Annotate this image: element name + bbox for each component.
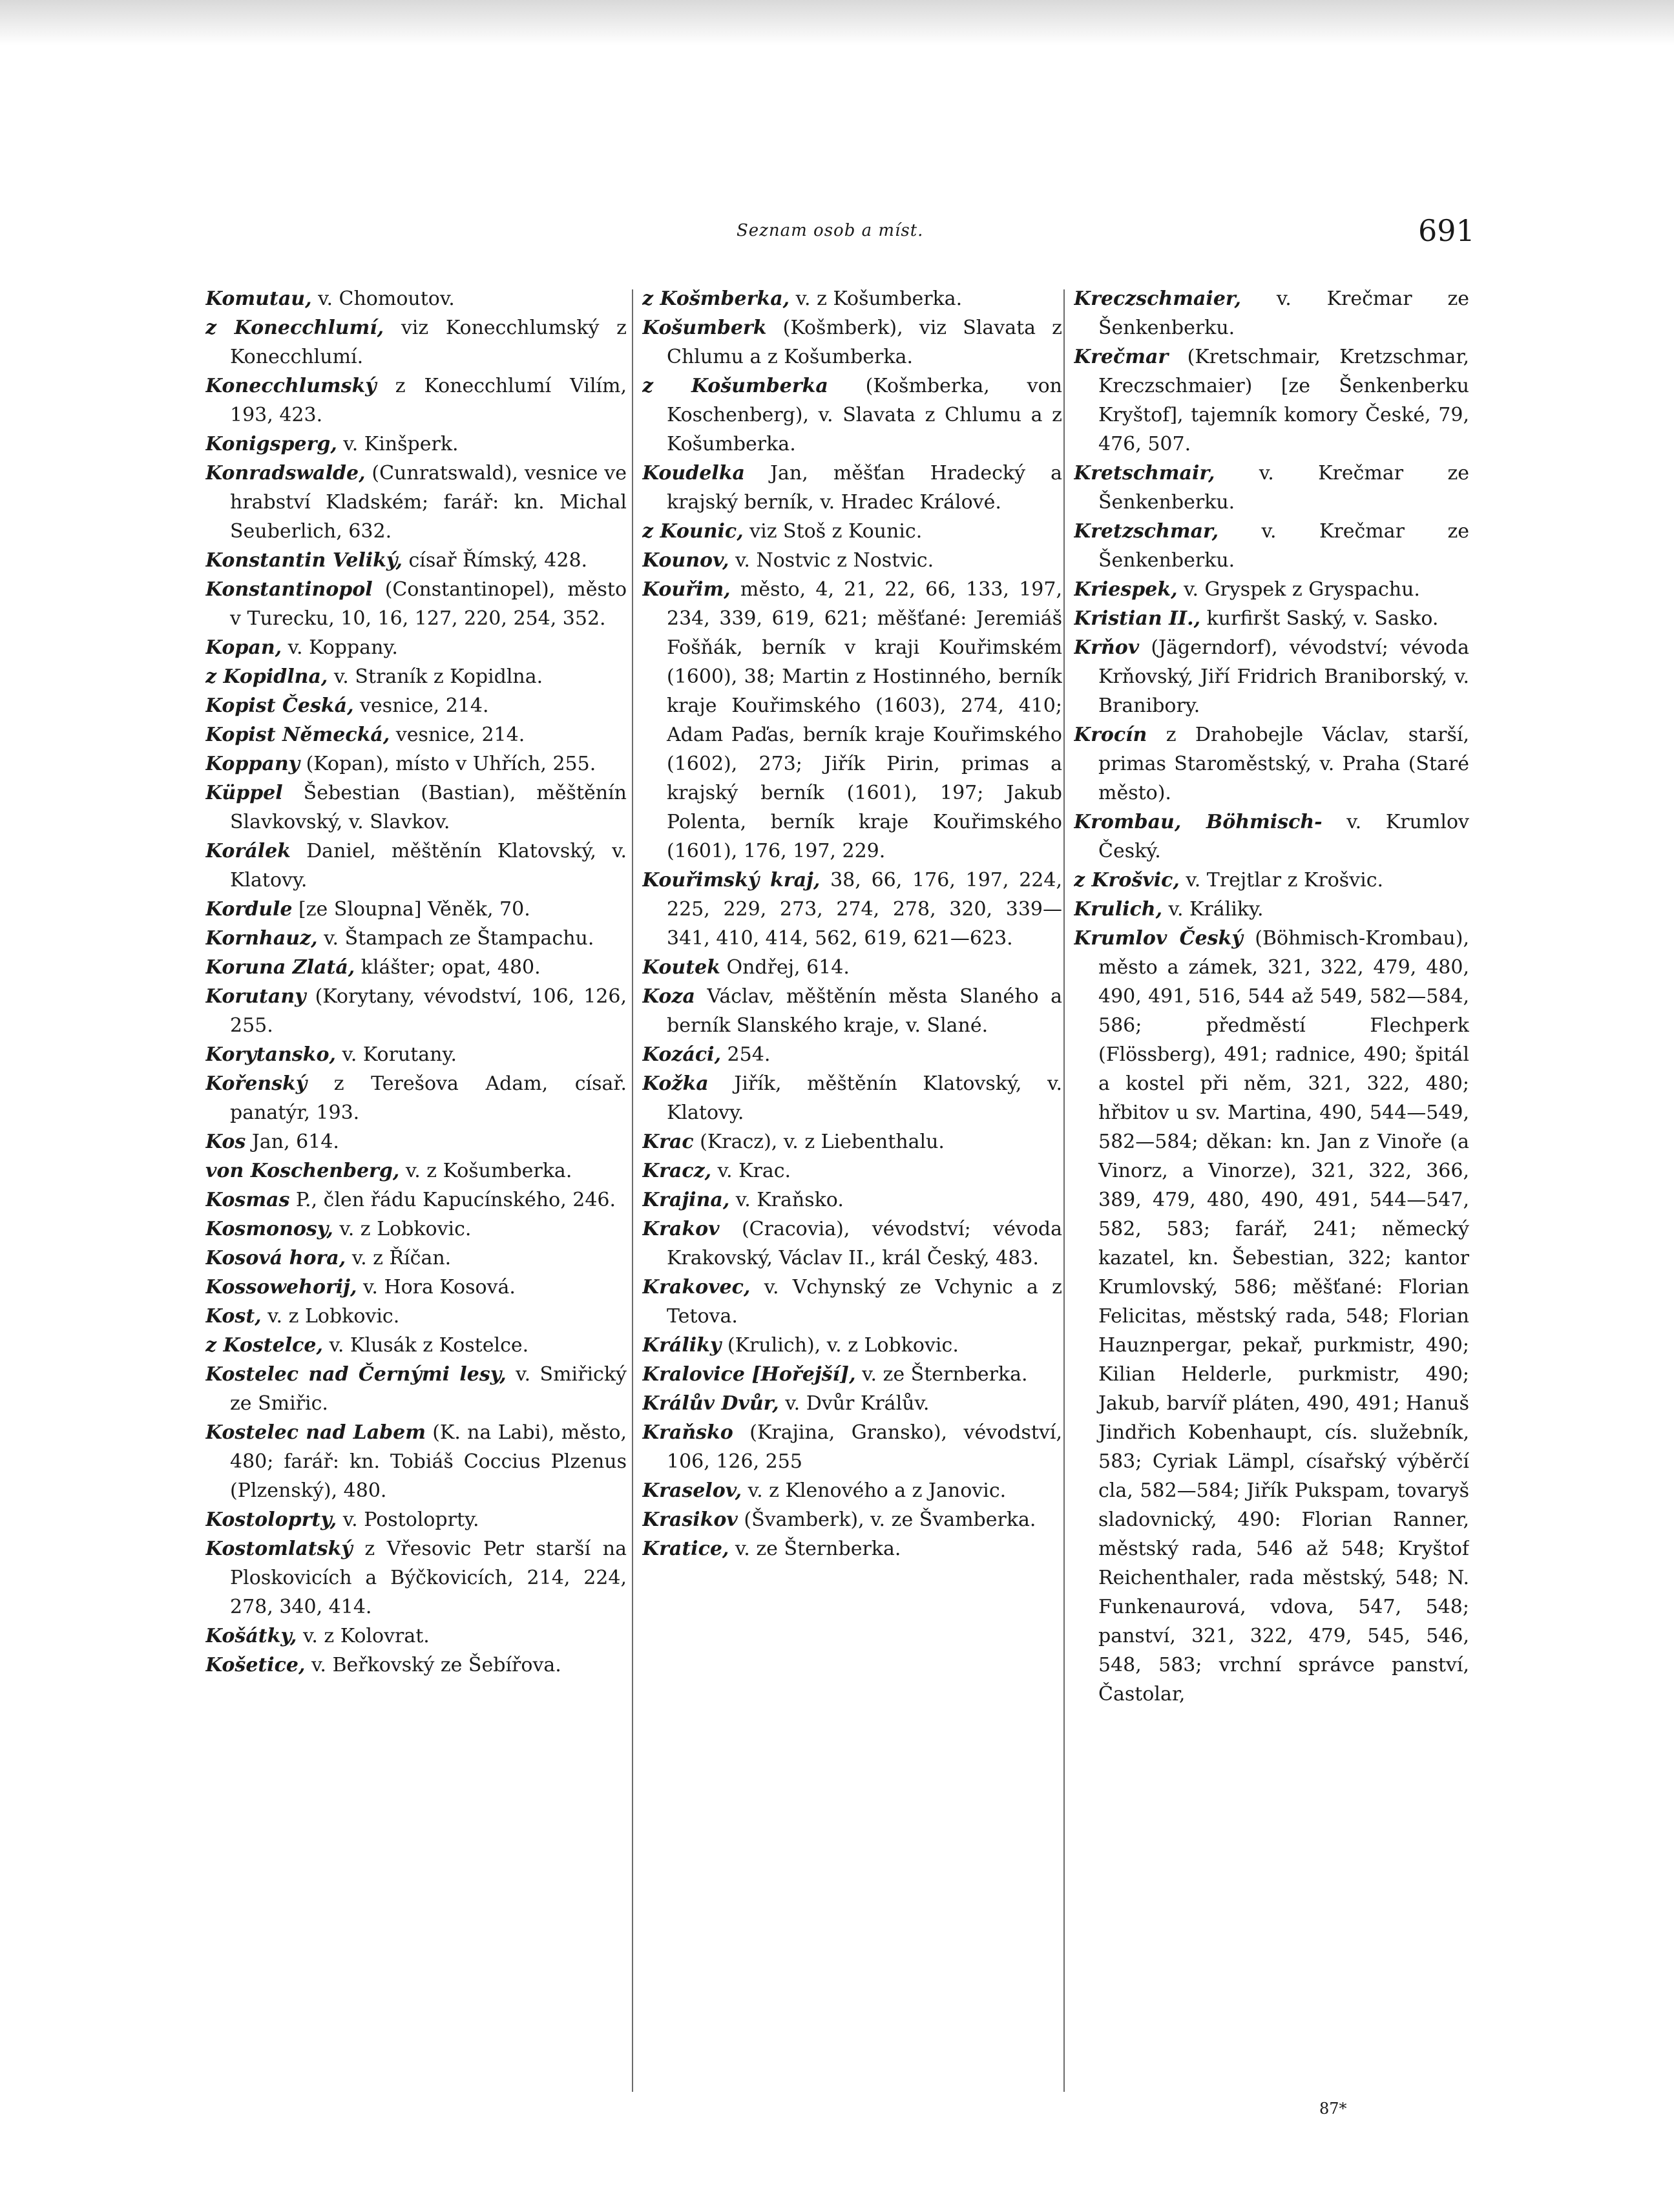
entry-text: vesnice, 214.	[390, 724, 525, 746]
entry-headword: Kopist Německá,	[205, 724, 390, 746]
index-entry	[1074, 517, 1469, 575]
entry-headword: Kralovice [Hořejší],	[642, 1363, 856, 1386]
entry-headword: Komutau,	[205, 287, 312, 310]
entry-headword: Kozáci,	[642, 1043, 722, 1066]
entry-headword: Kost,	[205, 1305, 262, 1328]
entry-headword: Koruna Zlatá,	[205, 956, 355, 979]
entry-text: z Drahobejle Václav, starší, primas Staroměstský, v. Praha (Staré město).	[1098, 724, 1469, 804]
entry-text: viz Stoš z Kounic.	[743, 520, 923, 543]
index-entry	[205, 1505, 627, 1534]
index-entry	[205, 1302, 627, 1331]
entry-text: Jiřík, měštěnín Klatovský, v. Klatovy.	[667, 1072, 1062, 1124]
entry-text: z Konecchlumí Vilím, 193, 423.	[230, 375, 627, 426]
entry-headword: Košetice,	[205, 1654, 306, 1676]
entry-text: (Constantinopel), město v Turecku, 10, 16, 127, 220, 254, 352.	[230, 578, 627, 630]
entry-headword: Korutany	[205, 985, 306, 1008]
entry-headword: Korálek	[205, 840, 291, 862]
entry-headword: Kostomlatský	[205, 1538, 353, 1560]
entry-headword: Kreczschmaier,	[1074, 287, 1241, 310]
index-entry	[642, 1389, 1062, 1418]
index-entry	[205, 1069, 627, 1127]
index-entry	[205, 575, 627, 633]
entry-headword: Košátky,	[205, 1625, 297, 1647]
entry-headword: Kouřim,	[642, 578, 731, 601]
entry-text: (Kretschmair, Kretzschmar, Kreczschmaier) [ze Šenkenberku Kryštof], tajemník komory České, 79, 476, 507.	[1098, 346, 1469, 455]
entry-headword: Koppany	[205, 753, 300, 775]
entry-text: v. Klusák z Kostelce.	[322, 1334, 529, 1357]
entry-headword: Košumberk	[642, 317, 767, 339]
entry-headword: Krombau, Böhmisch-	[1074, 811, 1323, 833]
entry-text: (Krajina, Gransko), vévodství, 106, 126, 255	[667, 1421, 1062, 1473]
entry-headword: Koudelka	[642, 462, 745, 485]
entry-headword: Krumlov Český	[1074, 927, 1243, 950]
entry-headword: Korytansko,	[205, 1043, 336, 1066]
entry-headword: Kosmonosy,	[205, 1218, 333, 1240]
index-entry	[1074, 633, 1469, 720]
entry-headword: z Kounic,	[642, 520, 744, 543]
entry-text: (Švamberk), v. ze Švamberka.	[737, 1508, 1036, 1531]
entry-text: kurfiršt Saský, v. Sasko.	[1200, 607, 1439, 630]
entry-headword: Kornhauz,	[205, 927, 318, 950]
entry-text: v. z Lobkovic.	[261, 1305, 400, 1328]
index-entry	[1074, 575, 1469, 604]
entry-text: 254.	[721, 1043, 771, 1066]
entry-headword: Konigsperg,	[205, 433, 337, 455]
entry-text: z Vřesovic Petr starší na Ploskovicích a Býčkovicích, 214, 224, 278, 340, 414.	[230, 1538, 627, 1618]
entry-text: (Košmberk), viz Slavata z Chlumu a z Košumberka.	[667, 317, 1062, 368]
index-entry	[205, 662, 627, 691]
entry-text: v. Vchynský ze Vchynic a z Tetova.	[667, 1276, 1062, 1328]
entry-text: v. Štampach ze Štampachu.	[317, 927, 594, 950]
index-entry	[642, 575, 1062, 866]
index-entry	[642, 1505, 1062, 1534]
index-entry	[1074, 604, 1469, 633]
entry-headword: Krocín	[1074, 724, 1147, 746]
index-entry	[642, 313, 1062, 371]
entry-headword: Kořenský	[205, 1072, 308, 1095]
entry-text: (K. na Labi), město, 480; farář: kn. Tobiáš Coccius Plzenus (Plzenský), 480.	[230, 1421, 627, 1502]
index-entry	[642, 1360, 1062, 1389]
entry-headword: Konstantinopol	[205, 578, 373, 601]
index-entry	[642, 1069, 1062, 1127]
entry-text: v. Chomoutov.	[311, 287, 455, 310]
entry-headword: Koza	[642, 985, 695, 1008]
entry-text: (Košmberka, von Koschenberg), v. Slavata z Chlumu a z Košumberka.	[667, 375, 1062, 455]
index-entry	[642, 1185, 1062, 1215]
entry-text: v. Krečmar ze Šenkenberku.	[1098, 287, 1469, 339]
entry-text: (Korytany, vévodství, 106, 126, 255.	[230, 985, 627, 1037]
entry-text: v. Kinšperk.	[337, 433, 459, 455]
entry-headword: z Konecchlumí,	[205, 317, 384, 339]
entry-headword: von Koschenberg,	[205, 1160, 400, 1182]
page-number: 691	[1418, 213, 1475, 248]
entry-headword: Kos	[205, 1131, 246, 1153]
entry-text: v. Beřkovský ze Šebířova.	[305, 1654, 561, 1676]
entry-text: město, 4, 21, 22, 66, 133, 197, 234, 339, 619, 621; měšťané: Jeremiáš Fošňák, berník v kraji Kouřimském (1600), 38; Martin z Hostinného, berník kraje Kouřimského (1603), 274, 410; Adam Paďas, berník kraje Kouřimského (1602), 273; Jiřík Pirin, primas a krajský berník (1601), 197; Jakub Polenta, berník kraje Kouřimského (1601), 176, 197, 229.	[667, 578, 1062, 862]
entry-text: Daniel, měštěnín Klatovský, v. Klatovy.	[230, 840, 627, 892]
entry-text: v. Gryspek z Gryspachu.	[1177, 578, 1420, 601]
index-entry	[205, 633, 627, 662]
entry-headword: Kostelec nad Labem	[205, 1421, 426, 1444]
entry-text: v. z Říčan.	[346, 1247, 452, 1269]
index-entry	[642, 1534, 1062, 1563]
index-entry	[642, 1040, 1062, 1069]
entry-headword: Kossowehorij,	[205, 1276, 357, 1299]
index-entry	[642, 371, 1062, 459]
index-entry	[1074, 866, 1469, 895]
entry-text: (Kopan), místo v Uhřích, 255.	[300, 753, 596, 775]
entry-text: v. z Košumberka.	[399, 1160, 572, 1182]
entry-headword: Krasikov	[642, 1508, 738, 1531]
entry-headword: Kordule	[205, 898, 293, 921]
entry-headword: Kosová hora,	[205, 1247, 346, 1269]
index-entry	[1074, 342, 1469, 459]
index-entry	[205, 1360, 627, 1418]
entry-text: P., člen řádu Kapucínského, 246.	[289, 1189, 616, 1211]
entry-headword: Kretzschmar,	[1074, 520, 1219, 543]
entry-headword: Krečmar	[1074, 346, 1169, 368]
entry-headword: Kraňsko	[642, 1421, 733, 1444]
index-entry	[205, 1273, 627, 1302]
entry-headword: Kraselov,	[642, 1479, 742, 1502]
index-entry	[642, 517, 1062, 546]
entry-headword: Králův Dvůr,	[642, 1392, 779, 1415]
index-entry	[642, 1273, 1062, 1331]
index-entry	[1074, 720, 1469, 808]
index-entry	[1074, 284, 1469, 342]
entry-headword: Krajina,	[642, 1189, 730, 1211]
entry-text: klášter; opat, 480.	[355, 956, 541, 979]
index-entry	[642, 866, 1062, 953]
index-entry	[205, 924, 627, 953]
index-entry	[205, 1244, 627, 1273]
entry-text: (Cracovia), vévodství; vévoda Krakovský, Václav II., král Český, 483.	[667, 1218, 1062, 1269]
entry-headword: Konradswalde,	[205, 462, 366, 485]
index-entry	[1074, 924, 1469, 1709]
entry-headword: Konstantin Veliký,	[205, 549, 403, 572]
index-entry	[642, 1156, 1062, 1185]
index-entry	[205, 1156, 627, 1185]
entry-headword: Koutek	[642, 956, 720, 979]
index-entry	[642, 1215, 1062, 1273]
index-entry	[205, 430, 627, 459]
index-entry	[205, 546, 627, 575]
entry-text: v. Kraňsko.	[729, 1189, 844, 1211]
running-head: Seznam osob a míst.	[737, 221, 924, 240]
entry-text: v. z Košumberka.	[790, 287, 963, 310]
index-entry	[205, 749, 627, 778]
entry-headword: z Košumberka	[642, 375, 828, 397]
index-entry	[205, 1651, 627, 1680]
entry-text: v. Straník z Kopidlna.	[328, 665, 543, 688]
index-entry	[205, 371, 627, 430]
entry-headword: Kostoloprty,	[205, 1508, 337, 1531]
entry-text: Jan, měšťan Hradecký a krajský berník, v. Hradec Králové.	[667, 462, 1062, 514]
entry-text: [ze Sloupna] Věněk, 70.	[292, 898, 530, 921]
index-entry	[642, 284, 1062, 313]
entry-text: v. Postoloprty.	[337, 1508, 479, 1531]
entry-text: v. Dvůr Králův.	[779, 1392, 930, 1415]
entry-text: viz Konecchlumský z Konecchlumí.	[230, 317, 627, 368]
entry-text: císař Římský, 428.	[402, 549, 588, 572]
index-column-3	[1074, 284, 1469, 2119]
entry-text: v. ze Šternberka.	[729, 1538, 901, 1560]
entry-headword: Kopist Česká,	[205, 694, 354, 717]
entry-text: v. Krečmar ze Šenkenberku.	[1098, 462, 1469, 514]
index-entry	[205, 778, 627, 837]
index-entry	[205, 720, 627, 749]
entry-headword: Kretschmair,	[1074, 462, 1215, 485]
index-entry	[205, 1331, 627, 1360]
entry-headword: Kožka	[642, 1072, 709, 1095]
index-entry	[205, 837, 627, 895]
index-entry	[205, 313, 627, 371]
index-entry	[205, 982, 627, 1040]
index-entry	[205, 895, 627, 924]
index-entry	[642, 1476, 1062, 1505]
index-entry	[205, 1534, 627, 1622]
entry-headword: Kosmas	[205, 1189, 290, 1211]
index-entry	[642, 459, 1062, 517]
entry-text: v. Nostvic z Nostvic.	[729, 549, 934, 572]
entry-headword: Krakov	[642, 1218, 720, 1240]
entry-headword: Kostelec nad Černými lesy,	[205, 1363, 507, 1386]
index-entry	[205, 691, 627, 720]
entry-headword: Kouřimský kraj,	[642, 869, 821, 892]
index-column-1	[205, 284, 627, 2093]
entry-text: v. z Kolovrat.	[297, 1625, 430, 1647]
entry-text: v. Smiřický ze Smiřic.	[230, 1363, 627, 1415]
entry-text: v. z Lobkovic.	[333, 1218, 472, 1240]
entry-headword: Krňov	[1074, 636, 1140, 659]
entry-headword: Kounov,	[642, 549, 729, 572]
entry-headword: Kopan,	[205, 636, 282, 659]
entry-text: v. z Klenového a z Janovic.	[742, 1479, 1007, 1502]
entry-text: v. Krumlov Český.	[1098, 811, 1469, 862]
entry-headword: Králiky	[642, 1334, 722, 1357]
index-entry	[205, 953, 627, 982]
entry-text: Jan, 614.	[246, 1131, 339, 1153]
index-entry	[205, 1185, 627, 1215]
entry-text: Šebestian (Bastian), měštěnín Slavkovský, v. Slavkov.	[230, 782, 627, 833]
entry-text: v. Trejtlar z Krošvic.	[1179, 869, 1384, 892]
index-entry	[1074, 459, 1469, 517]
index-entry	[205, 1622, 627, 1651]
entry-headword: Konecchlumský	[205, 375, 377, 397]
entry-text: (Jägerndorf), vévodství; vévoda Krňovský, Jiří Fridrich Braniborský, v. Branibory.	[1098, 636, 1469, 717]
entry-headword: Kristian II.,	[1074, 607, 1201, 630]
index-entry	[642, 1331, 1062, 1360]
entry-headword: z Kopidlna,	[205, 665, 328, 688]
entry-text: vesnice, 214.	[353, 694, 489, 717]
entry-text: v. Králiky.	[1162, 898, 1264, 921]
entry-text: (Krulich), v. z Lobkovic.	[721, 1334, 959, 1357]
index-entry	[205, 1127, 627, 1156]
entry-text: (Cunratswald), vesnice ve hrabství Kladském; farář: kn. Michal Seuberlich, 632.	[230, 462, 627, 543]
entry-headword: Kriespek,	[1074, 578, 1178, 601]
index-entry	[1074, 895, 1469, 924]
index-entry	[205, 1040, 627, 1069]
index-column-2	[642, 284, 1062, 2093]
entry-text: v. Korutany.	[335, 1043, 457, 1066]
entry-text: v. Krac.	[711, 1160, 791, 1182]
entry-text: v. Krečmar ze Šenkenberku.	[1098, 520, 1469, 572]
entry-headword: Küppel	[205, 782, 283, 804]
index-entry	[642, 1127, 1062, 1156]
entry-text: 38, 66, 176, 197, 224, 225, 229, 273, 274, 278, 320, 339—341, 410, 414, 562, 619, 621—623.	[667, 869, 1062, 950]
index-entry	[642, 546, 1062, 575]
entry-headword: Kratice,	[642, 1538, 729, 1560]
entry-text: Ondřej, 614.	[720, 956, 850, 979]
column-rule	[632, 289, 633, 2092]
entry-headword: z Košmberka,	[642, 287, 790, 310]
entry-headword: z Krošvic,	[1074, 869, 1180, 892]
column-rule	[1063, 289, 1065, 2092]
index-entry	[205, 459, 627, 546]
scan-shadow	[0, 0, 1674, 45]
entry-text: v. Koppany.	[282, 636, 398, 659]
index-entry	[205, 1418, 627, 1505]
entry-text: v. ze Šternberka.	[855, 1363, 1028, 1386]
entry-headword: Krulich,	[1074, 898, 1163, 921]
entry-text: (Böhmisch-Krombau), město a zámek, 321, 322, 479, 480, 490, 491, 516, 544 až 549, 582—584, 586; předměstí Flechperk (Flössberg), 491; radnice, 490; špitál a kostel při něm, 321, 322, 480; hřbitov u sv. Martina, 490, 544—549, 582—584; děkan: kn. Jan z Vinoře (a Vinorz, a Vinorze), 321, 322, 366, 389, 479, 480, 490, 491, 544—547, 582, 583; farář, 241; německý kazatel, kn. Šebestian, 322; kantor Krumlovský, 586; měšťané: Florian Felicitas, městský rada, 548; Florian Hauznpergar, pekař, purkmistr, 490; Kilian Helderle, purkmistr, 490; Jakub, barvíř pláten, 490, 491; Hanuš Jindřich Kobenhaupt, cís. služebník, 583; Cyriak Lämpl, císařský výběrčí cla, 582—584; Jiřík Pukspam, tovaryš sladovnický, 490: Florian Ranner, městský rada, 546 až 548; Kryštof Reichenthaler, rada městský, 548; N. Funkenaurová, vdova, 547, 548; panství, 321, 322, 479, 545, 546, 548, 583; vrchní správce panství, Častolar,	[1098, 927, 1469, 1706]
index-entry	[642, 953, 1062, 982]
index-entry	[205, 1215, 627, 1244]
entry-headword: z Kostelce,	[205, 1334, 323, 1357]
entry-text: (Kracz), v. z Liebenthalu.	[693, 1131, 945, 1153]
entry-text: z Terešova Adam, císař. panatýr, 193.	[230, 1072, 627, 1124]
index-entry	[642, 982, 1062, 1040]
index-entry	[642, 1418, 1062, 1476]
entry-text: Václav, měštěnín města Slaného a berník Slanského kraje, v. Slané.	[667, 985, 1062, 1037]
signature-mark: 87*	[1319, 2100, 1347, 2118]
entry-headword: Krac	[642, 1131, 694, 1153]
index-entry	[205, 284, 627, 313]
entry-text: v. Hora Kosová.	[357, 1276, 516, 1299]
index-entry	[1074, 808, 1469, 866]
entry-headword: Krakovec,	[642, 1276, 751, 1299]
entry-headword: Kracz,	[642, 1160, 712, 1182]
